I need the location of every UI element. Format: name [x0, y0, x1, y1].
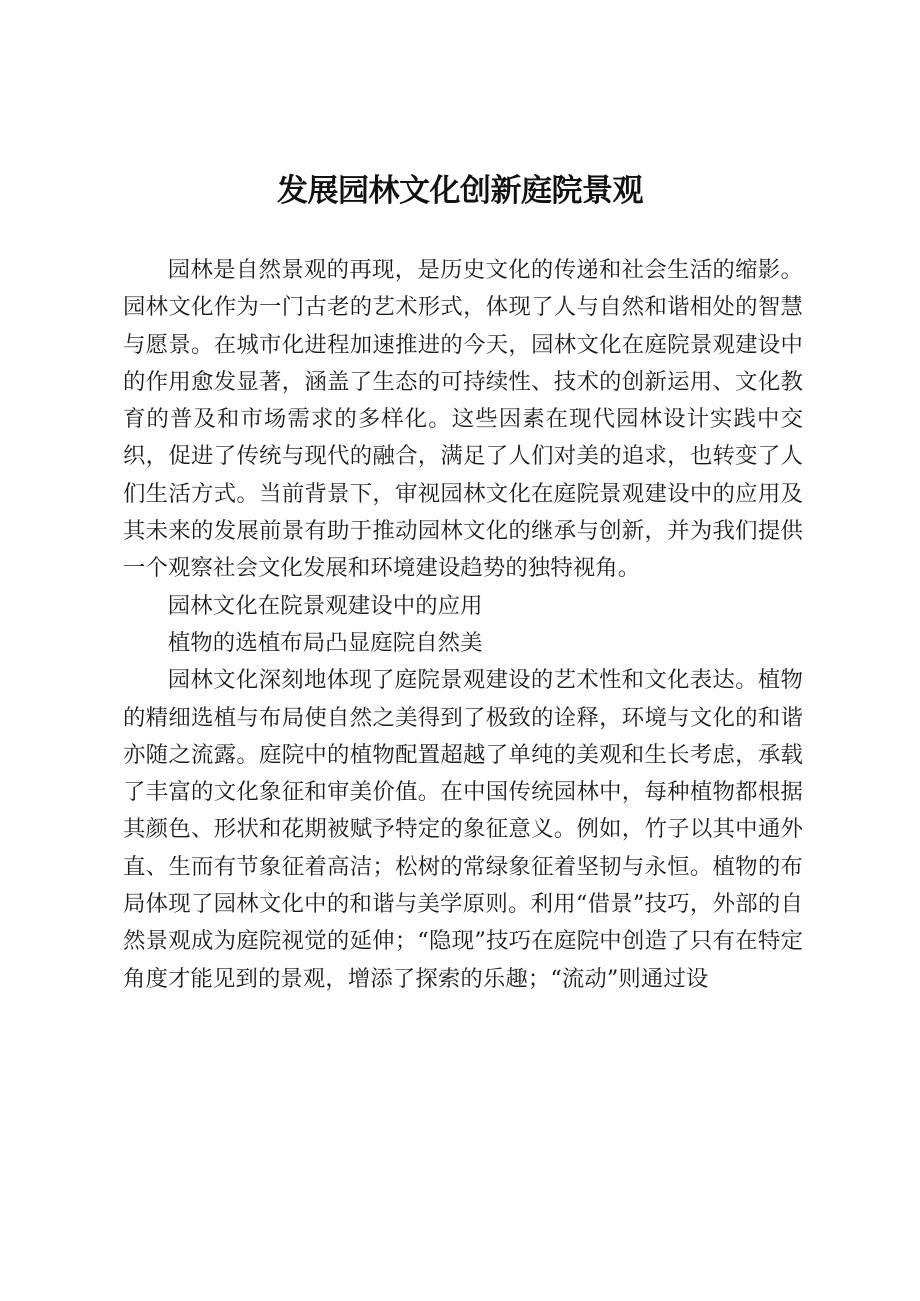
document-title: 发展园林文化创新庭院景观	[277, 173, 643, 209]
section-heading: 园林文化在院景观建设中的应用	[167, 592, 483, 619]
body-paragraph: 园林文化深刻地体现了庭院景观建设的艺术性和文化表达。植物的精细选植与布局使自然之美得到了极致的诠释，环境与文化的和谐亦随之流露。庭院中的植物配置超越了单纯的美观和生长考虑，承载了丰富的文化象征和审美价值。在中国传统园林中，每种植物都根据其颜色、形状和花期被赋予特定的象征意义。例如，竹子以其中通外直、生而有节象征着高洁；松树的常绿象征着坚韧与永恒。植物的布局体现了园林文化中的和谐与美学原则。利用“借景”技巧，外部的自然景观成为庭院视觉的延伸；“隐现”技巧在庭院中创造了只有在特定角度才能见到的景观，增添了探索的乐趣；“流动”则通过设	[123, 667, 803, 992]
intro-paragraph: 园林是自然景观的再现，是历史文化的传递和社会生活的缩影。园林文化作为一门古老的艺术形式，体现了人与自然和谐相处的智慧与愿景。在城市化进程加速推进的今天，园林文化在庭院景观建设中的作用愈发显著，涵盖了生态的可持续性、技术的创新运用、文化教育的普及和市场需求的多样化。这些因素在现代园林设计实践中交织，促进了传统与现代的融合，满足了人们对美的追求，也转变了人们生活方式。当前背景下，审视园林文化在庭院景观建设中的应用及其未来的发展前景有助于推动园林文化的继承与创新，并为我们提供一个观察社会文化发展和环境建设趋势的独特视角。	[123, 257, 803, 582]
document-body	[123, 252, 803, 998]
subsection-heading: 植物的选植布局凸显庭院自然美	[167, 629, 483, 656]
